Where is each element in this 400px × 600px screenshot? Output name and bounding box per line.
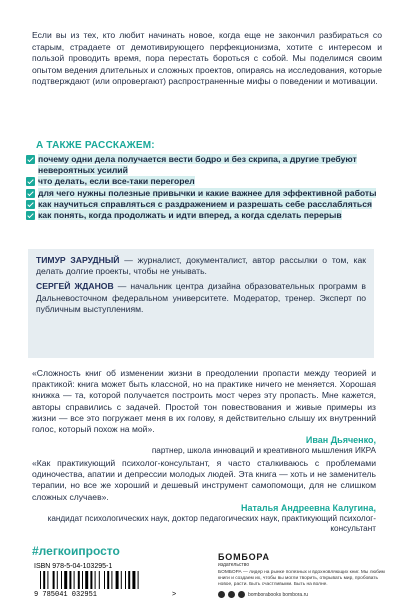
reviewer-role: кандидат психологических наук, доктор педагогических наук, практикующий психолог-консультант <box>47 514 376 534</box>
reviewer-role: партнер, школа инноваций и креативного мышления ИКРА <box>151 446 376 456</box>
isbn-number: ISBN 978-5-04-103295-1 <box>34 563 113 570</box>
checkmark-icon <box>26 200 35 209</box>
hashtag: #легкоипросто <box>32 544 120 558</box>
publisher-description: БОМБОРА — лидер на рынке полезных и вдохновляющих книг. Мы любим книги и создаем их, чтобы вы могли творить, открывать мир, пробовать новое, расти. Быть счастливыми. Быть на волне. <box>218 570 385 587</box>
publisher-block <box>218 552 388 598</box>
facebook-icon <box>238 591 245 598</box>
publisher-links-text: bomborabooks bombora.ru <box>248 591 309 598</box>
publisher-links <box>218 591 388 598</box>
bullet-item: почему одни дела получается вести бодро и без скрипа, а другие требуют невероятных усилий <box>24 154 384 176</box>
author-bio: ТИМУР ЗАРУДНЫЙ — журналист, документалист, автор рассылки о том, как делать долгие проекты, чтобы не унывать. <box>36 255 366 277</box>
checkmark-icon <box>26 155 35 164</box>
publisher-subtitle: издательство <box>218 562 250 568</box>
instagram-icon <box>218 591 225 598</box>
bullet-item: как понять, когда продолжать и идти вперед, а когда сделать перерыв <box>24 210 384 221</box>
intro-paragraph: Если вы из тех, кто любит начинать новое, когда еще не закончил разбираться со старым, страдаете от демотивирующего перфекционизма, хотите с интересом и пользой проводить время, пора перестать бороться с собой. Мы поделимся своим опытом ведения длительных и сложных проектов, опираясь на исследования, которые подтверждают (или опровергают) распространенные мифы о поведении и мотивации. <box>32 30 382 87</box>
bullet-list <box>24 154 384 221</box>
author-name: ТИМУР ЗАРУДНЫЙ <box>36 255 120 265</box>
barcode <box>32 571 182 597</box>
publisher-logo: БОМБОРА <box>218 552 270 562</box>
bullet-item: что делать, если все-таки перегорел <box>24 176 384 187</box>
review-quote <box>32 458 376 534</box>
review-quote <box>32 368 376 456</box>
bullet-item: как научиться справляться с раздражением и разрешать себе расслабляться <box>24 199 384 210</box>
checkmark-icon <box>26 189 35 198</box>
barcode-digits: 9 785041 032951 <box>34 591 98 597</box>
checkmark-icon <box>26 211 35 220</box>
author-bio: СЕРГЕЙ ЖДАНОВ — начальник центра дизайна образовательных программ в Дальневосточном федеральном университете. Модератор, тренер. Эксперт по публичным выступлениям. <box>36 281 366 314</box>
checkmark-icon <box>26 177 35 186</box>
barcode-tail: > <box>172 591 177 597</box>
author-name: СЕРГЕЙ ЖДАНОВ <box>36 281 114 292</box>
also-title: А ТАКЖЕ РАССКАЖЕМ: <box>36 140 155 151</box>
vk-icon <box>228 591 235 598</box>
reviewer-name: Наталья Андреевна Калугина, <box>241 502 376 513</box>
quote-text: «Сложность книг об изменении жизни в преодолении пропасти между теорией и практикой: книга может быть классной, но на практике ничего не меняется. Хорошая книжка — та, которой получается построить мост через эту пропасть. Мне кажется, авторы справились с задачей. Простой тон повествования и живые примеры из жизни — все это погружает меня в их голову, я действительно слышу их внутренний голос, который похож на мой». <box>32 368 376 435</box>
authors-panel <box>28 249 374 358</box>
bullet-item: для чего нужны полезные привычки и какие важнее для эффективной работы <box>24 188 384 199</box>
reviewer-name: Иван Дьяченко, <box>305 435 376 446</box>
quote-text: «Как практикующий психолог-консультант, я часто сталкиваюсь с проблемами одиночества, апатии и депрессии молодых людей. Эта книга — хоть и не заменитель терапии, но все же хороший и дешевый инструмент самопомощи, для не слишком сложных случаев». <box>32 458 376 502</box>
